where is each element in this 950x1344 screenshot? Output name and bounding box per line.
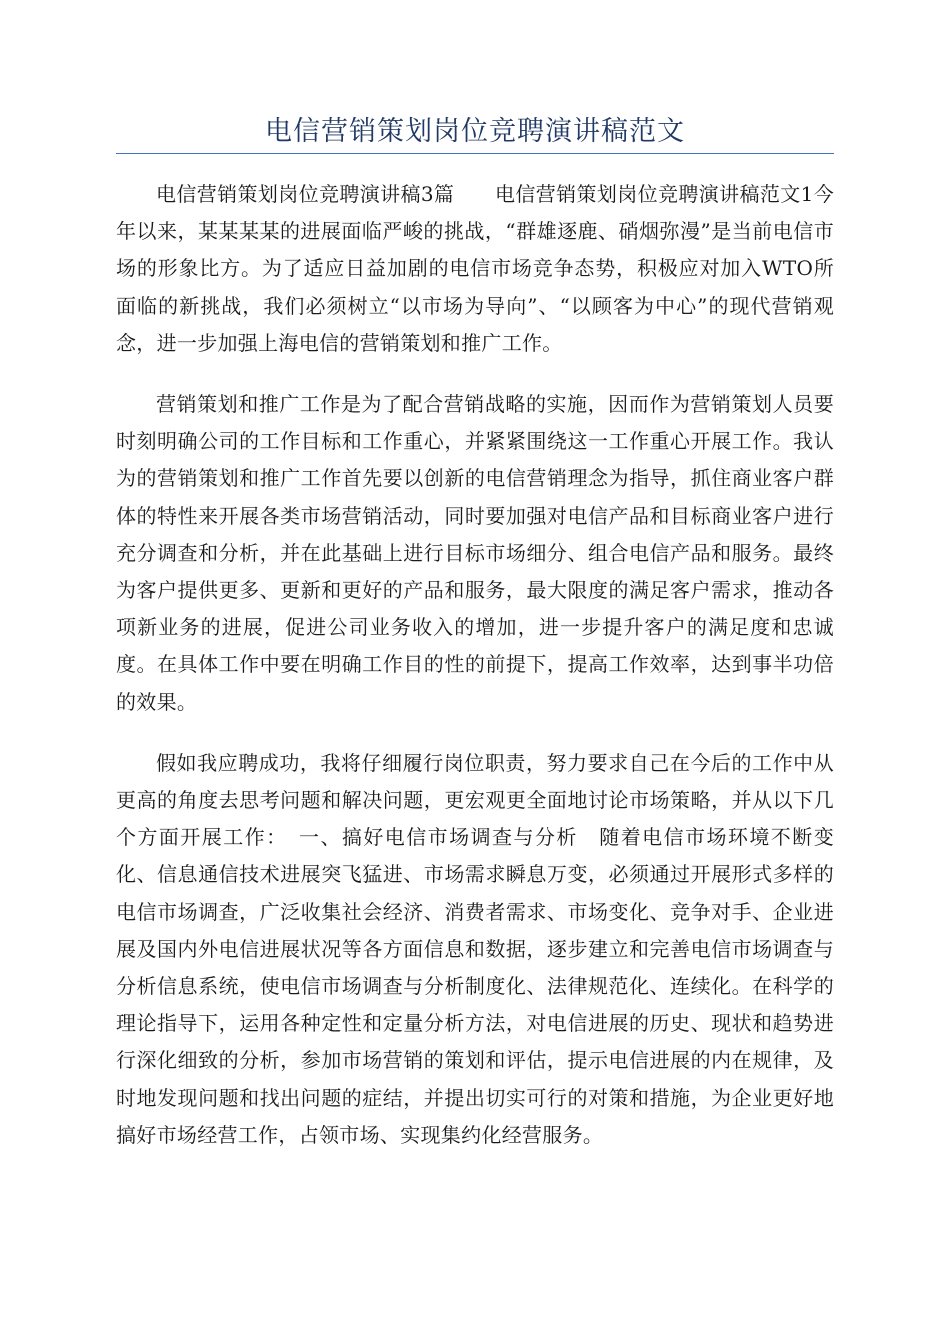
paragraph-2: 营销策划和推广工作是为了配合营销战略的实施，因而作为营销策划人员要时刻明确公司的工作目标和工作重心，并紧紧围绕这一工作重心开展工作。我认为的营销策划和推广工作首先要以创新的电信营销理念为指导，抓住商业客户群体的特性来开展各类市场营销活动，同时要加强对电信产品和目标商业客户进行充分调查和分析，并在此基础上进行目标市场细分、组合电信产品和服务。最终为客户提供更多、更新和更好的产品和服务，最大限度的满足客户需求，推动各项新业务的进展，促进公司业务收入的增加，进一步提升客户的满足度和忠诚度。在具体工作中要在明确工作目的性的前提下，提高工作效率，达到事半功倍的效果。 [116, 392, 834, 714]
document-body [116, 176, 834, 1178]
paragraph-3: 假如我应聘成功，我将仔细履行岗位职责，努力要求自己在今后的工作中从更高的角度去思考问题和解决问题，更宏观更全面地讨论市场策略，并从以下几个方面开展工作： 一、搞好电信市场调查与分析 随着电信市场环境不断变化、信息通信技术进展突飞猛进、市场需求瞬息万变，必须通过开展形式多样的电信市场调查，广泛收集社会经济、消费者需求、市场变化、竞争对手、企业进展及国内外电信进展状况等各方面信息和数据，逐步建立和完善电信市场调查与分析信息系统，使电信市场调查与分析制度化、法律规范化、连续化。在科学的理论指导下，运用各种定性和定量分析方法，对电信进展的历史、现状和趋势进行深化细致的分析，参加市场营销的策划和评估，提示电信进展的内在规律，及时地发现问题和找出问题的症结，并提出切实可行的对策和措施，为企业更好地搞好市场经营工作，占领市场、实现集约化经营服务。 [116, 750, 834, 1147]
document-title: 电信营销策划岗位竞聘演讲稿范文 [265, 116, 685, 147]
paragraph-1: 电信营销策划岗位竞聘演讲稿3篇 电信营销策划岗位竞聘演讲稿范文1今年以来，某某某某的进展面临严峻的挑战，“群雄逐鹿、硝烟弥漫”是当前电信市场的形象比方。为了适应日益加剧的电信市场竞争态势，积极应对加入WTO所面临的新挑战，我们必须树立“以市场为导向”、“以顾客为中心”的现代营销观念，进一步加强上海电信的营销策划和推广工作。 [116, 182, 834, 355]
title-underline [116, 153, 834, 154]
